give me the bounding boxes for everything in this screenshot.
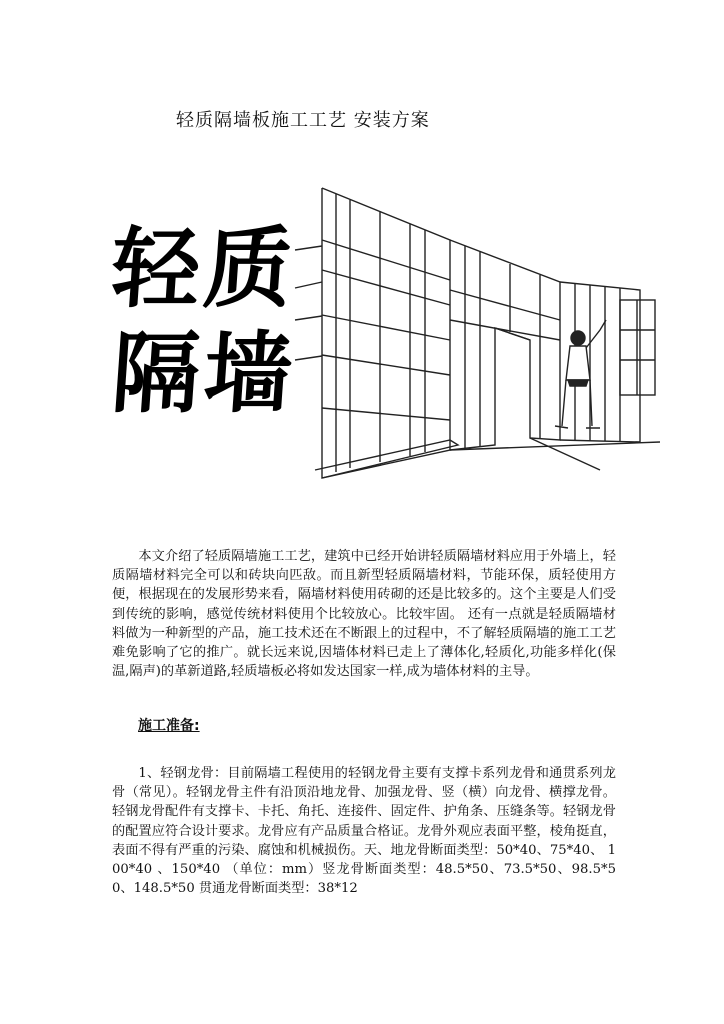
hero-text-line1: 轻质 xyxy=(108,217,300,320)
document-title: 轻质隔墙板施工工艺 安装方案 xyxy=(176,110,430,131)
section-heading: 施工准备: xyxy=(138,718,200,734)
wall-frame-drawing xyxy=(100,180,660,480)
hero-text-line2: 隔墙 xyxy=(108,322,300,425)
hero-illustration xyxy=(100,180,660,480)
intro-paragraph: 本文介绍了轻质隔墙施工工艺，建筑中已经开始讲轻质隔墙材料应用于外墙上，轻质隔墙材料完全可以和砖块向匹敌。而且新型轻质隔墙材料，节能环保，质轻使用方便，根据现在的发展形势来看，隔墙材料使用砖砌的还是比较多的。这个主要是人们受到传统的影响，感觉传统材料使用个比较放心。比较牢固。 还有一点就是轻质隔墙材料做为一种新型的产品，施工技术还在不断跟上的过程中，不了解轻质隔墙的施工工艺难免影响了它的推广。就长远来说,因墙体材料已走上了薄体化,轻质化,功能多样化(保温,隔声)的革新道路,轻质墙板必将如发达国家一样,成为墙体材料的主导。 xyxy=(112,549,616,680)
keel-paragraph: 1、轻钢龙骨：目前隔墙工程使用的轻钢龙骨主要有支撑卡系列龙骨和通贯系列龙骨（常见）。轻钢龙骨主件有沿顶沿地龙骨、加强龙骨、竖（横）向龙骨、横撑龙骨。轻钢龙骨配件有支撑卡、卡托、角托、连接件、固定件、护角条、压缝条等。轻钢龙骨的配置应符合设计要求。龙骨应有产品质量合格证。龙骨外观应表面平整，棱角挺直，表面不得有严重的污染、腐蚀和机械损伤。天、地龙骨断面类型：50*40、75*40、 100*40 、150*40 （单位：mm）竖龙骨断面类型：48.5*50、73.5*50、98.5*50、148.5*50 贯通龙骨断面类型：38*12 xyxy=(112,766,616,897)
